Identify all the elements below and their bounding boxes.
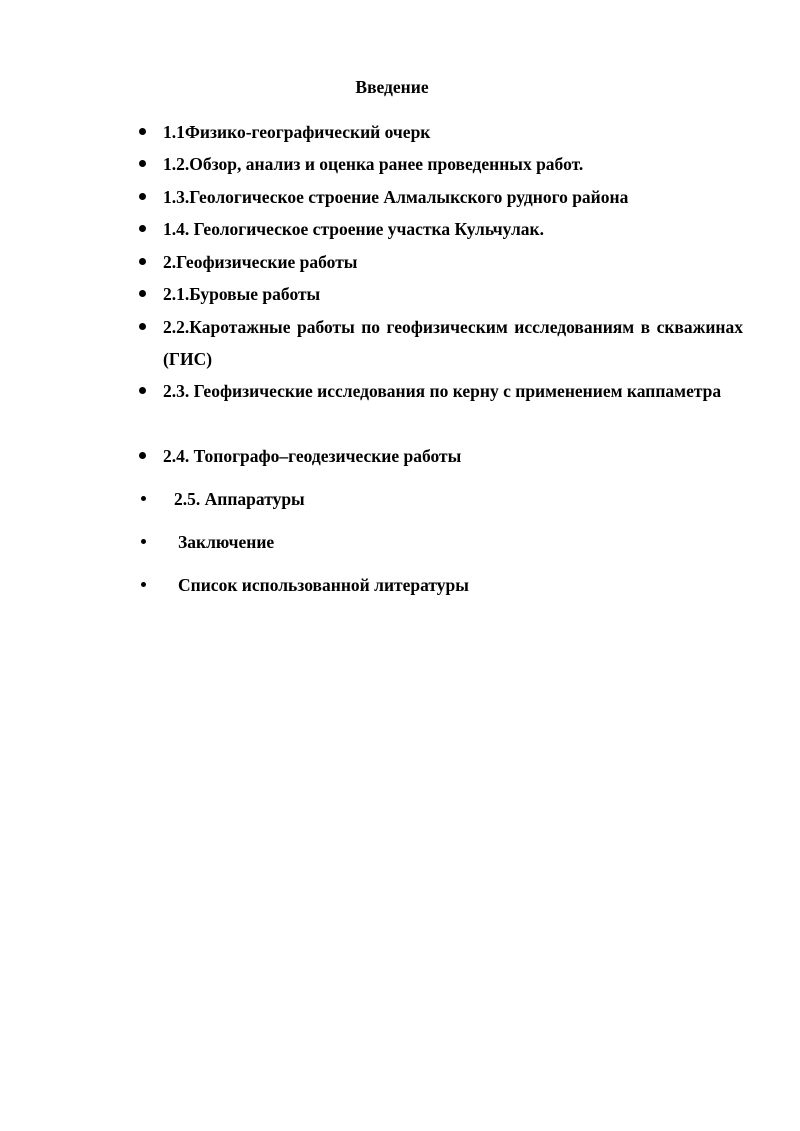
bullet-icon [139,258,146,265]
bullet-icon [139,323,146,330]
toc-item-2-5: 2.5. Аппаратуры [174,489,305,509]
toc-item-references: Список использованной литературы [178,575,469,595]
toc-item-1-3: 1.3.Геологическое строение Алмалыкского рудного района [163,187,629,207]
bullet-icon [141,496,146,501]
toc-item-1-4: 1.4. Геологическое строение участка Кульчулак. [163,219,545,239]
toc-item-2-1: 2.1.Буровые работы [163,284,321,304]
toc-item-conclusion: Заключение [178,532,275,552]
bullet-icon [139,128,146,135]
document-title: Введение [355,77,429,97]
toc-item-2-4: 2.4. Топографо–геодезические работы [163,446,462,466]
toc-item-2-2: 2.2.Каротажные работы по геофизическим исследованиям в скважинах (ГИС) [163,317,743,369]
toc-item-2: 2.Геофизические работы [163,252,358,272]
toc-item-1-2: 1.2.Обзор, анализ и оценка ранее проведенных работ. [163,154,584,174]
toc-item-1-1: 1.1Физико-географический очерк [163,122,431,142]
bullet-icon [141,539,146,544]
toc-item-2-3: 2.3. Геофизические исследования по керну с применением каппаметра [163,381,722,401]
bullet-icon [139,290,146,297]
bullet-icon [139,387,146,394]
bullet-icon [139,225,146,232]
bullet-icon [139,452,146,459]
bullet-icon [141,582,146,587]
bullet-icon [139,160,146,167]
bullet-icon [139,193,146,200]
